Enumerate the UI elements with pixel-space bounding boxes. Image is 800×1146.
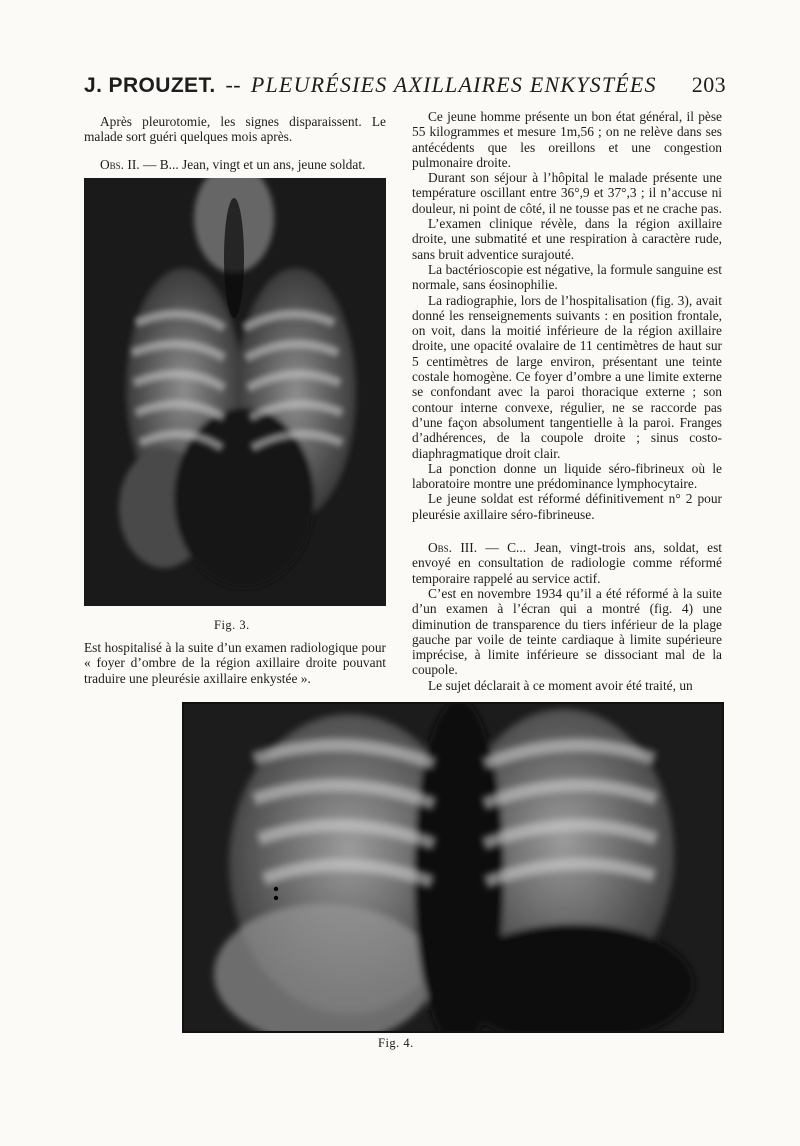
left-column-top — [84, 114, 386, 172]
paragraph: La ponction donne un liquide séro-fibrineux où le laboratoire montre une prédominance lymphocytaire. — [412, 460, 722, 492]
observation-heading — [84, 157, 386, 172]
figure-4-caption: Fig. 4. — [378, 1036, 414, 1050]
paragraph: La radiographie, lors de l’hospitalisation (fig. 3), avait donné les renseignements suivants : en position frontale, on voit, dans la moitié inférieure de la région axillaire droite, une opacité ovalaire de 11 centimètres de haut sur 5 centimètres de large environ, présentant une teinte costale homogène. Ce foyer d’ombre a une limite externe se confondant avec la paroi thoracique externe ; son contour interne convexe, régulier, ne se raccorde pas d’une façon absolument tangentielle à la paroi. Franges d’adhérences, de la coupole droite ; sinus costo-diaphragmatique droit clair. — [412, 292, 722, 461]
observation-text: — C... Jean, vingt-trois ans, soldat, est envoyé en consultation de radiologie comme réformé temporaire rappelé au service actif. — [412, 540, 722, 586]
observation-label: Obs. III. — [428, 540, 478, 556]
left-column-bottom — [84, 640, 386, 686]
paragraph: La bactérioscopie est négative, la formule sanguine est normale, sans éosinophilie. — [412, 261, 722, 293]
observation-label: Obs. II. — [100, 156, 140, 172]
header-title: PLEURÉSIES AXILLAIRES ENKYSTÉES — [250, 72, 657, 97]
running-header — [84, 72, 726, 106]
observation-heading — [412, 540, 722, 586]
figure-3-radiograph — [84, 178, 386, 606]
header-author: J. PROUZET. — [84, 74, 216, 97]
page-number: 203 — [691, 72, 726, 97]
paragraph: Après pleurotomie, les signes disparaissent. Le malade sort guéri quelques mois après. — [84, 114, 386, 145]
paragraph: Durant son séjour à l’hôpital le malade présente une température oscillant entre 36°,9 et 37°,3 ; il n’accuse ni douleur, ni point de côté, il ne tousse pas et ne crache pas. — [412, 170, 722, 216]
paragraph: Le sujet déclarait à ce moment avoir été traité, un — [428, 677, 693, 693]
paragraph: C’est en novembre 1934 qu’il a été réformé à la suite d’un examen à l’écran qui a montré (fig. 4) une diminution de transparence du tiers inférieur de la plage gauche par voile de teinte cardiaque à limite supérieure imprécise, à limite inférieure se dissociant mal de la coupole. — [412, 585, 722, 678]
paragraph: L’examen clinique révèle, dans la région axillaire droite, une submatité et une respiration à caractère rude, sans bruit adventice surajouté. — [412, 216, 722, 262]
paragraph: Le jeune soldat est réformé définitivement n° 2 pour pleurésie axillaire séro-fibrineuse. — [412, 491, 722, 522]
observation-text: — B... Jean, vingt et un ans, jeune soldat. — [139, 156, 366, 172]
header-separator: -- — [225, 72, 241, 97]
chest-xray-image — [184, 704, 722, 1031]
figure-3-caption: Fig. 3. — [214, 618, 250, 632]
paragraph: Ce jeune homme présente un bon état général, il pèse 55 kilogrammes et mesure 1m,56 ; on ne relève dans ses antécédents que les oreillons et une congestion pulmonaire droite. — [412, 109, 722, 170]
chest-xray-image — [84, 178, 386, 606]
figure-4-radiograph — [182, 702, 724, 1033]
paragraph: Est hospitalisé à la suite d’un examen radiologique pour « foyer d’ombre de la région axillaire droite pouvant traduire une pleurésie axillaire enkystée ». — [84, 640, 386, 686]
right-column — [412, 109, 722, 693]
